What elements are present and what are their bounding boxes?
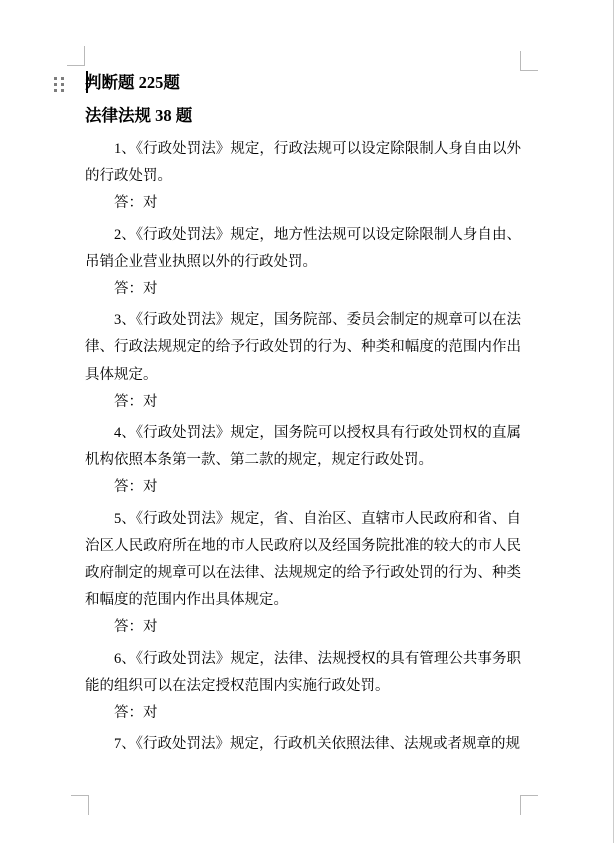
question-5[interactable]: 5、《行政处罚法》规定，省、自治区、直辖市人民政府和省、自治区人民政府所在地的市人民政府以及经国务院批准的较大的市人民政府制定的规章可以在法律、法规规定的给予行政处罚的行为、种类和幅度的范围内作出具体规定。 xyxy=(85,510,521,609)
question-6[interactable]: 6、《行政处罚法》规定，法律、法规授权的具有管理公共事务职能的组织可以在法定授权范围内实施行政处罚。 xyxy=(85,650,521,694)
answer-4[interactable]: 答：对 xyxy=(114,479,158,496)
answer-5[interactable]: 答：对 xyxy=(114,619,158,636)
drag-handle-dots xyxy=(54,77,57,80)
margin-crop-mark-top-left xyxy=(67,46,85,66)
document-content xyxy=(85,66,521,758)
paragraph-drag-handle-icon[interactable] xyxy=(54,77,65,93)
margin-crop-mark-top-right xyxy=(520,51,538,71)
answer-2[interactable]: 答：对 xyxy=(114,281,158,298)
question-2[interactable]: 2、《行政处罚法》规定，地方性法规可以设定除限制人身自由、吊销企业营业执照以外的行政处罚。 xyxy=(85,226,521,270)
margin-crop-mark-bottom-left xyxy=(71,795,89,815)
answer-3[interactable]: 答：对 xyxy=(114,393,158,410)
margin-crop-mark-bottom-right xyxy=(520,795,538,815)
question-1[interactable]: 1、《行政处罚法》规定，行政法规可以设定除限制人身自由以外的行政处罚。 xyxy=(85,141,521,185)
question-4[interactable]: 4、《行政处罚法》规定，国务院可以授权具有行政处罚权的直属机构依照本条第一款、第二款的规定，规定行政处罚。 xyxy=(85,425,521,469)
doc-title[interactable]: 判断题 225题 xyxy=(85,73,180,92)
section-heading[interactable]: 法律法规 38 题 xyxy=(85,106,193,125)
answer-6[interactable]: 答：对 xyxy=(114,705,158,722)
page-right-edge-line xyxy=(613,0,614,843)
question-3[interactable]: 3、《行政处罚法》规定，国务院部、委员会制定的规章可以在法律、行政法规规定的给予行政处罚的行为、种类和幅度的范围内作出具体规定。 xyxy=(85,312,521,383)
question-7-partial[interactable]: 7、《行政处罚法》规定，行政机关依照法律、法规或者规章的规 xyxy=(114,736,520,753)
answer-1[interactable]: 答：对 xyxy=(114,195,158,212)
